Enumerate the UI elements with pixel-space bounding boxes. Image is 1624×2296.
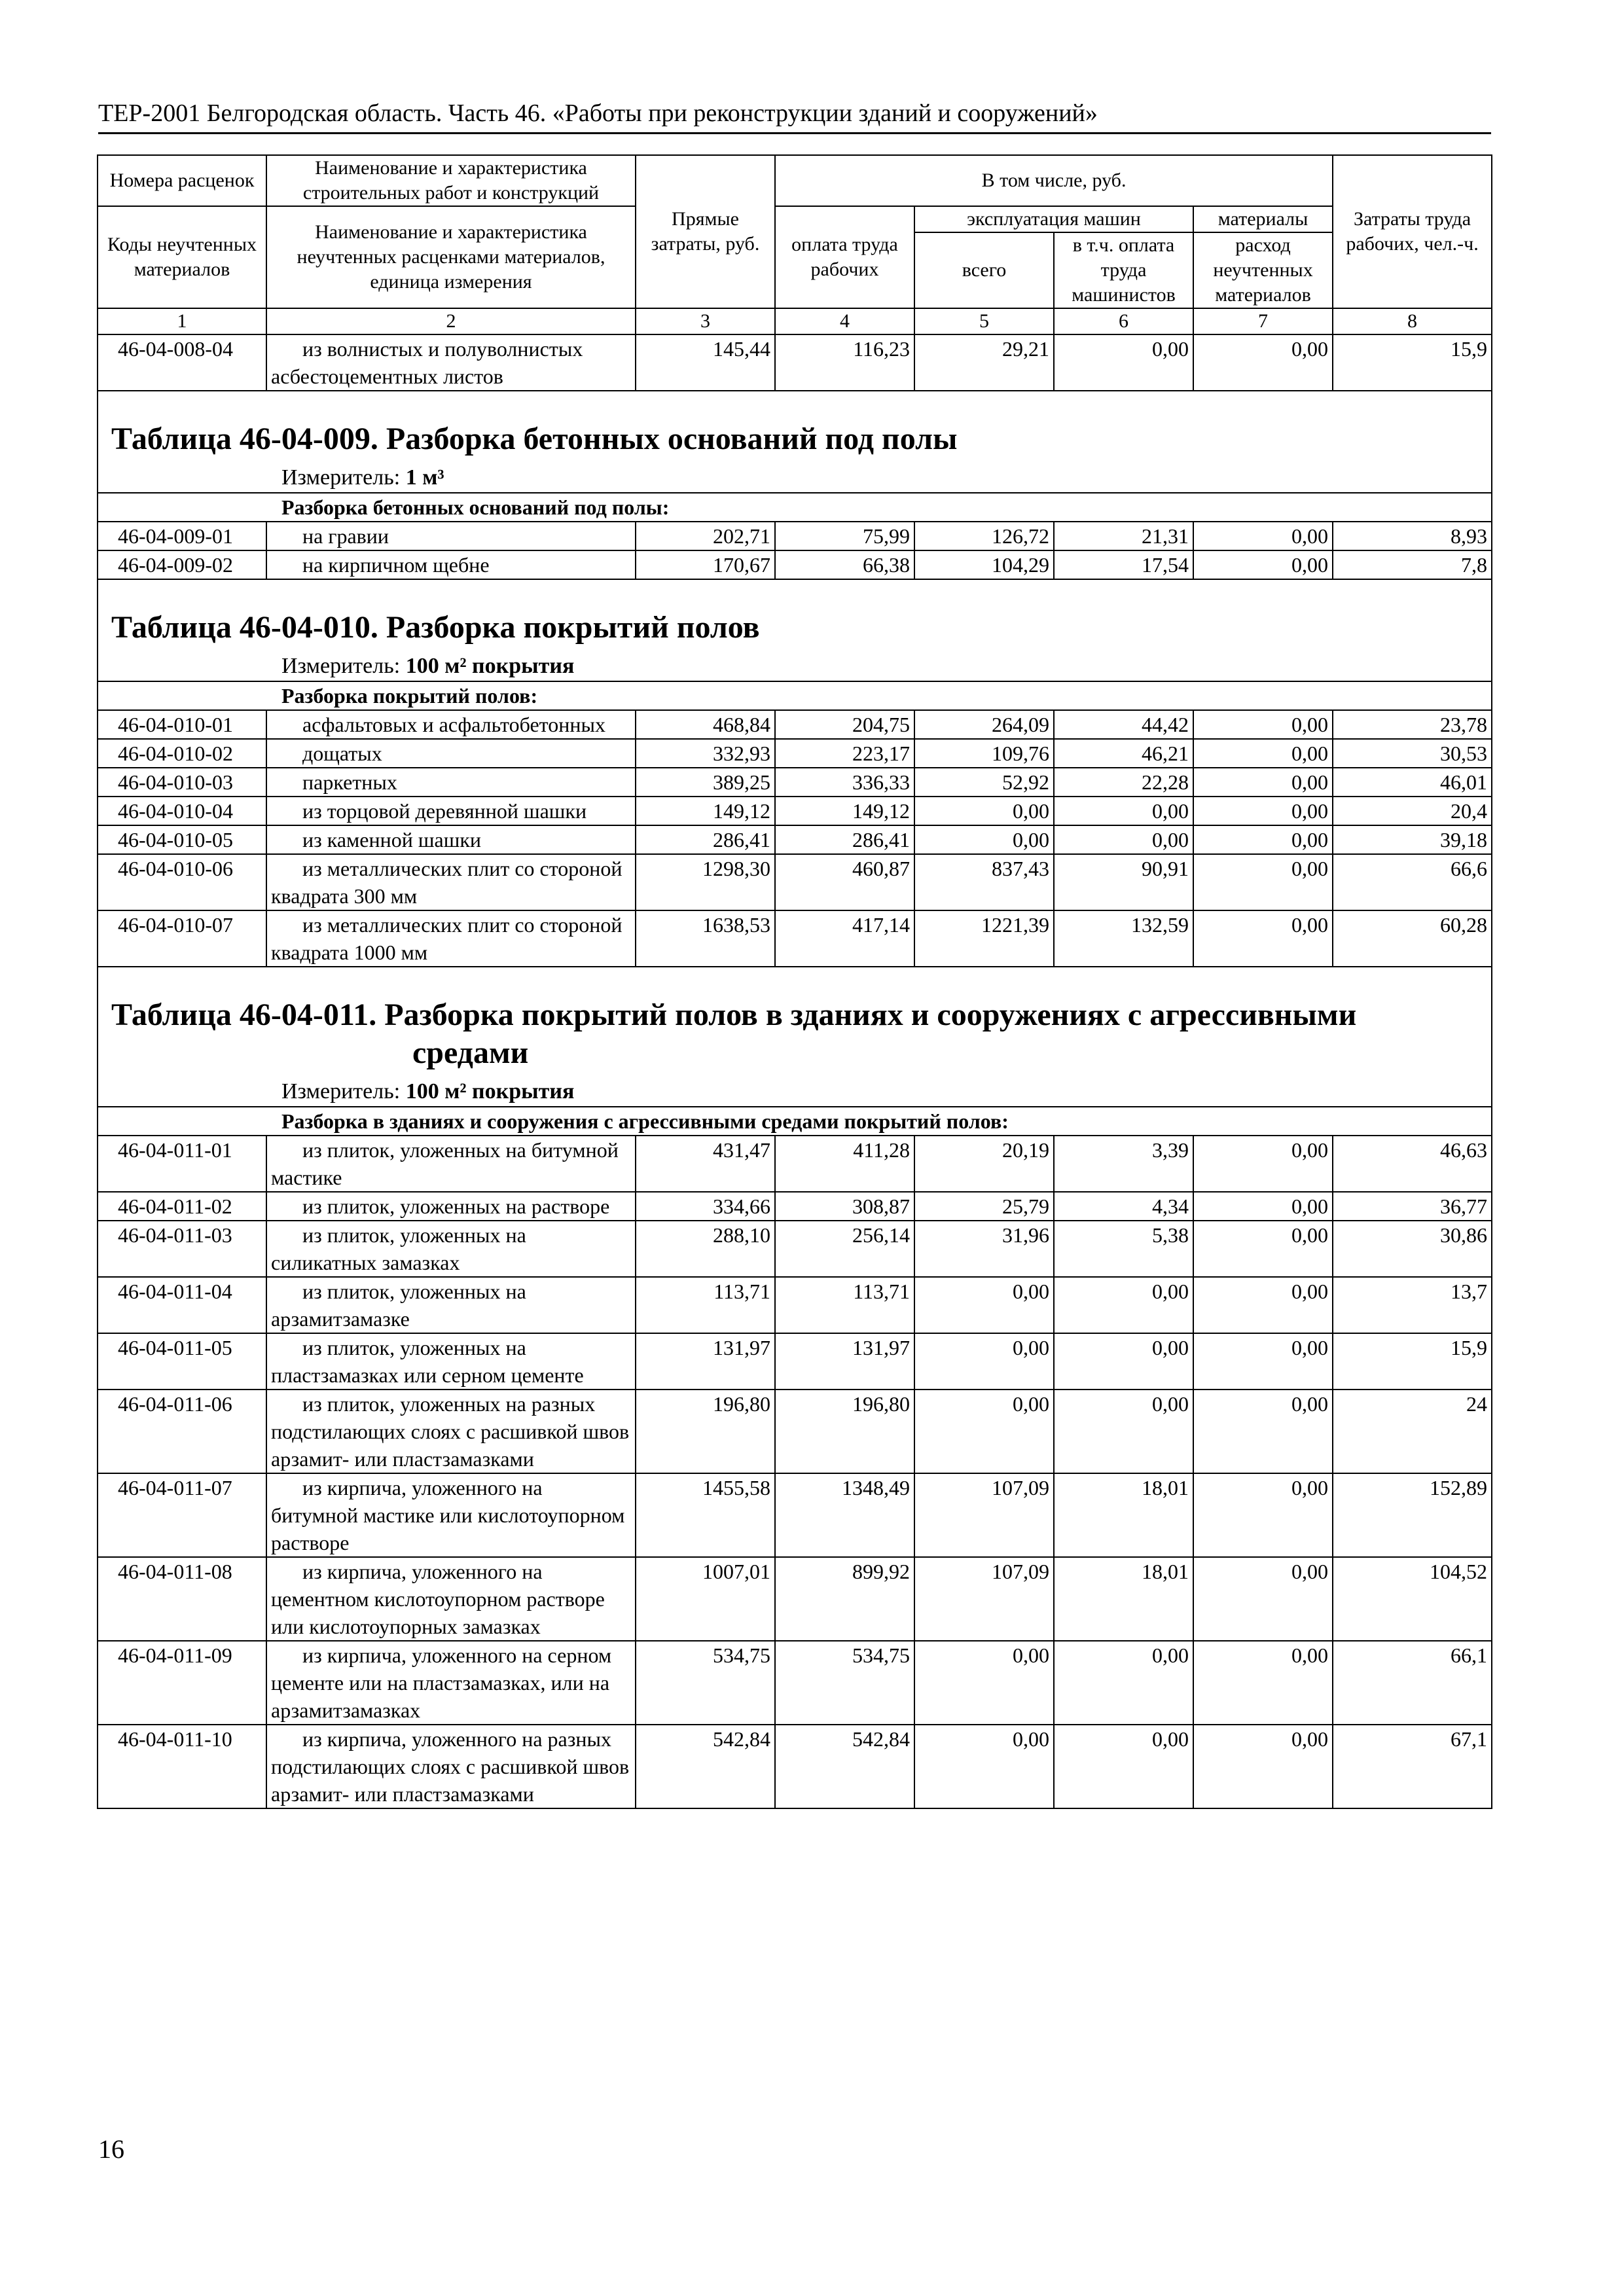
- header-including: В том числе, руб.: [775, 155, 1333, 206]
- value-machinist-pay: 0,00: [1054, 825, 1193, 854]
- section-title: [98, 580, 1491, 647]
- value-worker-pay: 256,14: [775, 1221, 914, 1277]
- value-labor-costs: 30,53: [1333, 739, 1492, 768]
- column-number: 1: [98, 308, 266, 334]
- rate-name-cell: [266, 739, 636, 768]
- value-labor-costs: 8,93: [1333, 522, 1492, 550]
- value-machine-total: 31,96: [914, 1221, 1054, 1277]
- value-direct-costs: 1298,30: [636, 854, 775, 910]
- value-unaccounted-materials: 0,00: [1193, 1277, 1333, 1333]
- rate-name: из кирпича, уложенного на серном цементе или на пластзамазках, или на арзамитзамазках: [271, 1643, 612, 1722]
- rate-name: дощатых: [302, 742, 382, 765]
- rate-name-cell: [266, 550, 636, 579]
- value-unaccounted-materials: 0,00: [1193, 739, 1333, 768]
- value-direct-costs: 113,71: [636, 1277, 775, 1333]
- value-unaccounted-materials: 0,00: [1193, 1473, 1333, 1557]
- column-number: 8: [1333, 308, 1492, 334]
- rate-name-cell: [266, 797, 636, 825]
- value-labor-costs: 30,86: [1333, 1221, 1492, 1277]
- rate-name-cell: [266, 1557, 636, 1641]
- value-worker-pay: 308,87: [775, 1192, 914, 1221]
- value-labor-costs: 152,89: [1333, 1473, 1492, 1557]
- measure-value: 1 м³: [405, 465, 444, 490]
- group-heading: Разборка покрытий полов:: [98, 681, 1492, 710]
- rate-name-cell: [266, 1390, 636, 1473]
- rate-name-cell: [266, 522, 636, 550]
- measure-label: Измеритель:: [281, 654, 401, 678]
- rate-code: 46-04-008-04: [98, 334, 266, 391]
- table-row: [98, 1136, 1492, 1192]
- value-machine-total: 107,09: [914, 1473, 1054, 1557]
- table-section-row: [98, 391, 1492, 493]
- rate-name-cell: [266, 1473, 636, 1557]
- rate-name: из металлических плит со стороной квадрата 1000 мм: [271, 913, 623, 964]
- value-machinist-pay: 46,21: [1054, 739, 1193, 768]
- value-labor-costs: 36,77: [1333, 1192, 1492, 1221]
- value-worker-pay: 542,84: [775, 1725, 914, 1808]
- section-title-text: Таблица 46-04-009. Разборка бетонных оснований под полы: [111, 422, 958, 456]
- value-machinist-pay: 0,00: [1054, 1725, 1193, 1808]
- table-row: [98, 797, 1492, 825]
- rate-code: 46-04-010-01: [98, 710, 266, 739]
- value-worker-pay: 336,33: [775, 768, 914, 797]
- value-worker-pay: 286,41: [775, 825, 914, 854]
- value-machine-total: 107,09: [914, 1557, 1054, 1641]
- value-direct-costs: 1007,01: [636, 1557, 775, 1641]
- value-machinist-pay: 132,59: [1054, 910, 1193, 967]
- group-heading: Разборка бетонных оснований под полы:: [98, 493, 1492, 522]
- table-section-row: [98, 967, 1492, 1107]
- value-machinist-pay: 22,28: [1054, 768, 1193, 797]
- table-row: [98, 1557, 1492, 1641]
- rate-name: из каменной шашки: [302, 828, 482, 852]
- value-machinist-pay: 18,01: [1054, 1557, 1193, 1641]
- rate-name: из плиток, уложенных на растворе: [302, 1194, 610, 1218]
- value-machine-total: 109,76: [914, 739, 1054, 768]
- rate-name-cell: [266, 1725, 636, 1808]
- section-title-text: Таблица 46-04-011. Разборка покрытий полов в зданиях и сооружениях с агрессивными: [111, 997, 1357, 1032]
- page-header: ТЕР-2001 Белгородская область. Часть 46. «Работы при реконструкции зданий и сооружений»: [98, 97, 1491, 134]
- rate-name-cell: [266, 768, 636, 797]
- rate-code: 46-04-009-01: [98, 522, 266, 550]
- table-row: [98, 1192, 1492, 1221]
- rate-name: из торцовой деревянной шашки: [302, 799, 587, 823]
- value-unaccounted-materials: 0,00: [1193, 1192, 1333, 1221]
- value-unaccounted-materials: 0,00: [1193, 1557, 1333, 1641]
- rate-name-cell: [266, 1641, 636, 1725]
- rate-name: из плиток, уложенных на арзамитзамазке: [271, 1280, 526, 1331]
- value-machinist-pay: 17,54: [1054, 550, 1193, 579]
- header-labor-costs: Затраты труда рабочих, чел.-ч.: [1333, 155, 1492, 308]
- value-machine-total: 0,00: [914, 1725, 1054, 1808]
- table-section-row: [98, 579, 1492, 681]
- value-unaccounted-materials: 0,00: [1193, 910, 1333, 967]
- value-unaccounted-materials: 0,00: [1193, 768, 1333, 797]
- value-direct-costs: 1455,58: [636, 1473, 775, 1557]
- value-machine-total: 0,00: [914, 825, 1054, 854]
- value-worker-pay: 116,23: [775, 334, 914, 391]
- value-direct-costs: 288,10: [636, 1221, 775, 1277]
- value-labor-costs: 46,01: [1333, 768, 1492, 797]
- rate-name-cell: [266, 334, 636, 391]
- value-direct-costs: 468,84: [636, 710, 775, 739]
- column-number: 2: [266, 308, 636, 334]
- value-labor-costs: 67,1: [1333, 1725, 1492, 1808]
- header-machinist-pay: в т.ч. оплата труда машинистов: [1054, 232, 1193, 308]
- value-unaccounted-materials: 0,00: [1193, 522, 1333, 550]
- value-direct-costs: 431,47: [636, 1136, 775, 1192]
- value-direct-costs: 196,80: [636, 1390, 775, 1473]
- value-labor-costs: 7,8: [1333, 550, 1492, 579]
- value-direct-costs: 332,93: [636, 739, 775, 768]
- value-unaccounted-materials: 0,00: [1193, 710, 1333, 739]
- rate-code: 46-04-011-01: [98, 1136, 266, 1192]
- table-row: [98, 1641, 1492, 1725]
- rate-name: из плиток, уложенных на пластзамазках или серном цементе: [271, 1336, 584, 1387]
- value-direct-costs: 149,12: [636, 797, 775, 825]
- value-direct-costs: 534,75: [636, 1641, 775, 1725]
- value-worker-pay: 411,28: [775, 1136, 914, 1192]
- column-numbers-row: [98, 308, 1492, 334]
- value-unaccounted-materials: 0,00: [1193, 334, 1333, 391]
- value-machine-total: 52,92: [914, 768, 1054, 797]
- measure-line: [98, 1072, 1491, 1106]
- rate-code: 46-04-010-06: [98, 854, 266, 910]
- rate-name: из кирпича, уложенного на разных подстилающих слоях с расшивкой швов арзамит- или пластзамазками: [271, 1727, 630, 1806]
- rate-name-cell: [266, 1277, 636, 1333]
- table-row: [98, 334, 1492, 391]
- measure-value: 100 м² покрытия: [405, 654, 575, 678]
- value-machine-total: 1221,39: [914, 910, 1054, 967]
- rate-name: на гравии: [302, 524, 389, 548]
- table-section: [98, 967, 1492, 1107]
- value-worker-pay: 149,12: [775, 797, 914, 825]
- value-machine-total: 0,00: [914, 1333, 1054, 1390]
- rate-code: 46-04-010-07: [98, 910, 266, 967]
- header-rate-numbers: Номера расценок: [98, 155, 266, 206]
- value-machine-total: 20,19: [914, 1136, 1054, 1192]
- header-worker-pay: оплата труда рабочих: [775, 206, 914, 308]
- measure-line: [98, 458, 1491, 492]
- value-labor-costs: 60,28: [1333, 910, 1492, 967]
- rate-name-cell: [266, 1192, 636, 1221]
- value-worker-pay: 131,97: [775, 1333, 914, 1390]
- value-machinist-pay: 0,00: [1054, 1641, 1193, 1725]
- value-labor-costs: 66,6: [1333, 854, 1492, 910]
- rate-code: 46-04-011-06: [98, 1390, 266, 1473]
- group-row: [98, 681, 1492, 710]
- value-direct-costs: 1638,53: [636, 910, 775, 967]
- rate-code: 46-04-011-04: [98, 1277, 266, 1333]
- table-row: [98, 739, 1492, 768]
- table-row: [98, 1277, 1492, 1333]
- measure-label: Измеритель:: [281, 1079, 401, 1103]
- table-body: [98, 334, 1492, 1808]
- value-machine-total: 0,00: [914, 1277, 1054, 1333]
- value-worker-pay: 204,75: [775, 710, 914, 739]
- value-worker-pay: 223,17: [775, 739, 914, 768]
- header-direct-costs: Прямые затраты, руб.: [636, 155, 775, 308]
- value-worker-pay: 196,80: [775, 1390, 914, 1473]
- rate-name-cell: [266, 825, 636, 854]
- value-machinist-pay: 5,38: [1054, 1221, 1193, 1277]
- value-machinist-pay: 0,00: [1054, 1277, 1193, 1333]
- value-machinist-pay: 0,00: [1054, 1333, 1193, 1390]
- header-machine-total: всего: [914, 232, 1054, 308]
- value-direct-costs: 170,67: [636, 550, 775, 579]
- value-unaccounted-materials: 0,00: [1193, 825, 1333, 854]
- value-worker-pay: 460,87: [775, 854, 914, 910]
- measure-value: 100 м² покрытия: [405, 1079, 575, 1103]
- rate-name: из плиток, уложенных на силикатных замазках: [271, 1223, 526, 1274]
- table-row: [98, 910, 1492, 967]
- header-material-codes: Коды неучтенных материалов: [98, 206, 266, 308]
- value-labor-costs: 20,4: [1333, 797, 1492, 825]
- table-row: [98, 768, 1492, 797]
- column-number: 6: [1054, 308, 1193, 334]
- value-labor-costs: 23,78: [1333, 710, 1492, 739]
- header-work-name: Наименование и характеристика строительных работ и конструкций: [266, 155, 636, 206]
- table-header: [98, 155, 1492, 334]
- value-machinist-pay: 0,00: [1054, 334, 1193, 391]
- value-labor-costs: 66,1: [1333, 1641, 1492, 1725]
- value-worker-pay: 75,99: [775, 522, 914, 550]
- rate-name: паркетных: [302, 770, 397, 794]
- value-machine-total: 25,79: [914, 1192, 1054, 1221]
- rate-name-cell: [266, 1221, 636, 1277]
- table-row: [98, 1473, 1492, 1557]
- section-title: [98, 967, 1491, 1072]
- rate-name: из плиток, уложенных на битумной мастике: [271, 1138, 619, 1189]
- rate-code: 46-04-011-07: [98, 1473, 266, 1557]
- rate-name: из волнистых и полуволнистых асбестоцементных листов: [271, 337, 583, 388]
- column-number: 7: [1193, 308, 1333, 334]
- header-unaccounted-materials: расход неучтенных материалов: [1193, 232, 1333, 308]
- value-unaccounted-materials: 0,00: [1193, 1221, 1333, 1277]
- value-machinist-pay: 44,42: [1054, 710, 1193, 739]
- value-machine-total: 0,00: [914, 1390, 1054, 1473]
- group-row: [98, 493, 1492, 522]
- header-materials: материалы: [1193, 206, 1333, 232]
- rate-code: 46-04-010-05: [98, 825, 266, 854]
- section-title-continuation: средами: [412, 1035, 529, 1070]
- value-worker-pay: 417,14: [775, 910, 914, 967]
- value-unaccounted-materials: 0,00: [1193, 1390, 1333, 1473]
- value-direct-costs: 202,71: [636, 522, 775, 550]
- rate-code: 46-04-011-10: [98, 1725, 266, 1808]
- table-row: [98, 710, 1492, 739]
- measure-line: [98, 647, 1491, 681]
- value-machine-total: 29,21: [914, 334, 1054, 391]
- column-number: 3: [636, 308, 775, 334]
- value-unaccounted-materials: 0,00: [1193, 854, 1333, 910]
- rate-code: 46-04-011-02: [98, 1192, 266, 1221]
- rate-name-cell: [266, 710, 636, 739]
- value-machinist-pay: 21,31: [1054, 522, 1193, 550]
- rate-code: 46-04-010-03: [98, 768, 266, 797]
- value-unaccounted-materials: 0,00: [1193, 1136, 1333, 1192]
- table-section: [98, 579, 1492, 681]
- rate-name: из кирпича, уложенного на цементном кислотоупорном растворе или кислотоупорных замазках: [271, 1560, 605, 1638]
- rate-code: 46-04-010-04: [98, 797, 266, 825]
- value-worker-pay: 534,75: [775, 1641, 914, 1725]
- value-machinist-pay: 90,91: [1054, 854, 1193, 910]
- rate-name: на кирпичном щебне: [302, 553, 490, 577]
- value-machine-total: 837,43: [914, 854, 1054, 910]
- header-machine-operation: эксплуатация машин: [914, 206, 1193, 232]
- value-labor-costs: 46,63: [1333, 1136, 1492, 1192]
- rate-name-cell: [266, 1136, 636, 1192]
- table-row: [98, 1725, 1492, 1808]
- table-row: [98, 1333, 1492, 1390]
- section-title: [98, 391, 1491, 458]
- rate-name: из кирпича, уложенного на битумной мастике или кислотоупорном растворе: [271, 1476, 625, 1554]
- value-direct-costs: 286,41: [636, 825, 775, 854]
- value-labor-costs: 39,18: [1333, 825, 1492, 854]
- rate-code: 46-04-010-02: [98, 739, 266, 768]
- column-number: 4: [775, 308, 914, 334]
- value-unaccounted-materials: 0,00: [1193, 797, 1333, 825]
- rate-code: 46-04-011-03: [98, 1221, 266, 1277]
- rate-name-cell: [266, 1333, 636, 1390]
- value-machine-total: 126,72: [914, 522, 1054, 550]
- value-direct-costs: 542,84: [636, 1725, 775, 1808]
- table-row: [98, 1390, 1492, 1473]
- value-machinist-pay: 18,01: [1054, 1473, 1193, 1557]
- value-machinist-pay: 3,39: [1054, 1136, 1193, 1192]
- rate-name-cell: [266, 910, 636, 967]
- value-direct-costs: 334,66: [636, 1192, 775, 1221]
- value-worker-pay: 899,92: [775, 1557, 914, 1641]
- value-machine-total: 0,00: [914, 1641, 1054, 1725]
- rate-code: 46-04-011-05: [98, 1333, 266, 1390]
- table-row: [98, 854, 1492, 910]
- value-machine-total: 0,00: [914, 797, 1054, 825]
- value-worker-pay: 66,38: [775, 550, 914, 579]
- value-machinist-pay: 0,00: [1054, 797, 1193, 825]
- value-unaccounted-materials: 0,00: [1193, 550, 1333, 579]
- value-worker-pay: 1348,49: [775, 1473, 914, 1557]
- value-worker-pay: 113,71: [775, 1277, 914, 1333]
- column-number: 5: [914, 308, 1054, 334]
- rate-name: из плиток, уложенных на разных подстилающих слоях с расшивкой швов арзамит- или пластзамазками: [271, 1392, 630, 1471]
- rate-code: 46-04-009-02: [98, 550, 266, 579]
- value-labor-costs: 24: [1333, 1390, 1492, 1473]
- value-labor-costs: 15,9: [1333, 334, 1492, 391]
- rate-name: асфальтовых и асфальтобетонных: [302, 713, 605, 736]
- rate-name-cell: [266, 854, 636, 910]
- value-labor-costs: 104,52: [1333, 1557, 1492, 1641]
- table-row: [98, 522, 1492, 550]
- value-unaccounted-materials: 0,00: [1193, 1725, 1333, 1808]
- table-row: [98, 1221, 1492, 1277]
- rates-table: [97, 154, 1492, 1809]
- value-machinist-pay: 4,34: [1054, 1192, 1193, 1221]
- value-unaccounted-materials: 0,00: [1193, 1333, 1333, 1390]
- value-labor-costs: 15,9: [1333, 1333, 1492, 1390]
- value-unaccounted-materials: 0,00: [1193, 1641, 1333, 1725]
- value-machine-total: 104,29: [914, 550, 1054, 579]
- section-title-text: Таблица 46-04-010. Разборка покрытий полов: [111, 610, 760, 645]
- group-heading: Разборка в зданиях и сооружения с агрессивными средами покрытий полов:: [98, 1107, 1492, 1136]
- header-material-name: Наименование и характеристика неучтенных расценками материалов, единица измерения: [266, 206, 636, 308]
- table-row: [98, 550, 1492, 579]
- measure-label: Измеритель:: [281, 465, 401, 490]
- value-machine-total: 264,09: [914, 710, 1054, 739]
- rate-code: 46-04-011-08: [98, 1557, 266, 1641]
- page-number: 16: [98, 2134, 124, 2164]
- rate-name: из металлических плит со стороной квадрата 300 мм: [271, 857, 623, 908]
- value-direct-costs: 389,25: [636, 768, 775, 797]
- table-row: [98, 825, 1492, 854]
- value-direct-costs: 145,44: [636, 334, 775, 391]
- value-direct-costs: 131,97: [636, 1333, 775, 1390]
- value-labor-costs: 13,7: [1333, 1277, 1492, 1333]
- group-row: [98, 1107, 1492, 1136]
- value-machinist-pay: 0,00: [1054, 1390, 1193, 1473]
- rate-code: 46-04-011-09: [98, 1641, 266, 1725]
- table-section: [98, 391, 1492, 493]
